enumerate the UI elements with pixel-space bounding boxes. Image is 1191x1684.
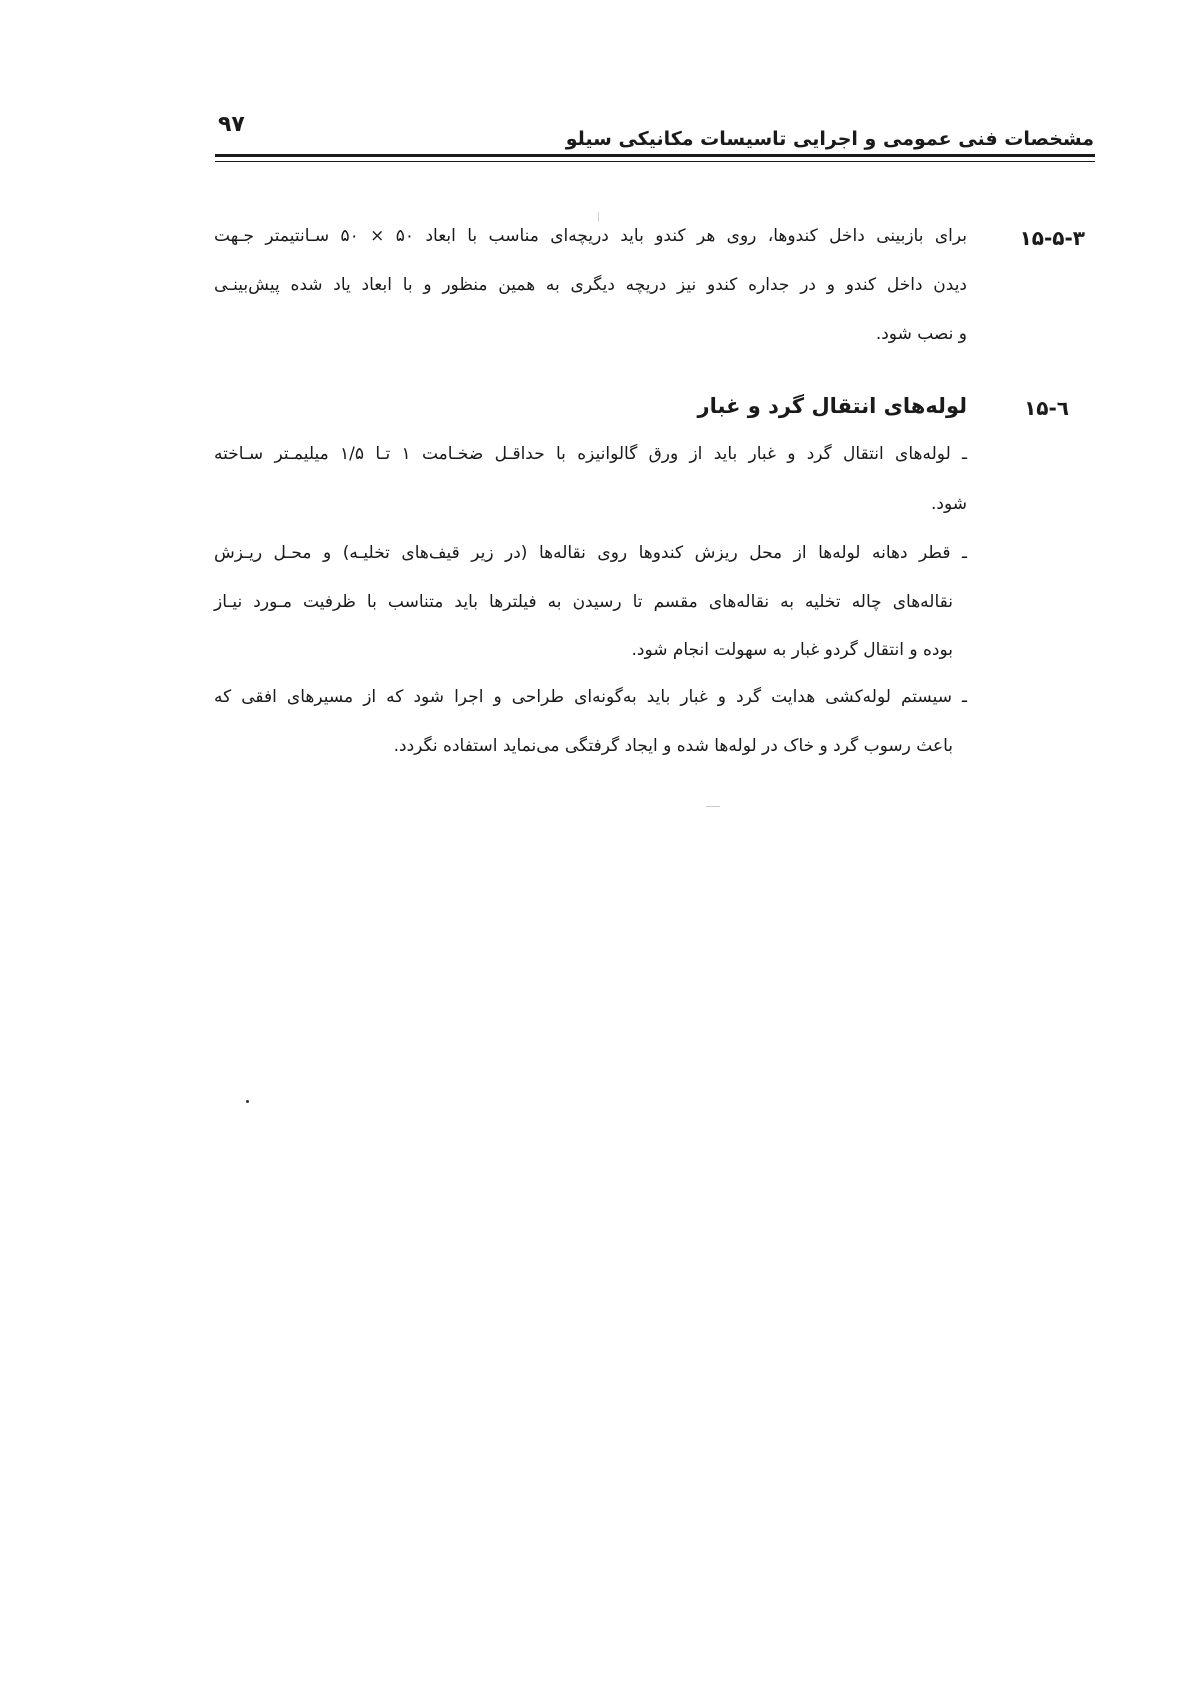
bullet-line: باعث رسوب گرد و خاک در لوله‌ها شده و ایجاد گرفتگی می‌نماید استفاده نگردد. <box>393 736 953 756</box>
paragraph-line: و نصب شود. <box>875 324 967 344</box>
header-rule-thin <box>215 161 1095 162</box>
section-heading: لوله‌های انتقال گرد و غبار <box>697 394 967 418</box>
paragraph-line: برای بازبینی داخل کندوها، روی هر کندو باید دریچه‌ای مناسب با ابعاد ۵۰ × ۵۰ سـانتیمتر جـهت <box>214 226 967 246</box>
header-rule <box>215 154 1095 157</box>
bullet-line: بوده و انتقال گردو غبار به سهولت انجام شود. <box>631 640 953 660</box>
scan-mark <box>706 806 720 807</box>
scan-mark <box>598 212 599 222</box>
bullet-line: ـ سیستم لوله‌کشی هدایت گرد و غبار باید به‌گونه‌ای طراحی و اجرا شود که از مسیرهای افقی که <box>214 687 967 707</box>
bullet-line: ـ لوله‌های انتقال گرد و غبار باید از ورق گالوانیزه با حداقـل ضخـامت ۱ تـا ۱/۵ میلیمـتر سـاخته <box>214 444 968 464</box>
section-number: ۱۵-۵-۳ <box>1019 226 1085 250</box>
bullet-line: شود. <box>930 494 967 514</box>
section-number: ۱۵-٦ <box>1024 396 1069 420</box>
scan-dot <box>246 1100 249 1103</box>
page-number: ۹۷ <box>218 112 245 137</box>
paragraph-line: دیدن داخل کندو و در جداره کندو نیز دریچه دیگری به همین منظور و با ابعاد یاد شده پیش‌بینـی <box>214 275 967 295</box>
bullet-line: نقاله‌های چاله تخلیه به نقاله‌های مقسم تا رسیدن به فیلترها باید متناسب با ظرفیت مـورد نیـاز <box>214 592 953 612</box>
bullet-line: ـ قطر دهانه لوله‌ها از محل ریزش کندوها روی نقاله‌ها (در زیر قیف‌های تخلیـه) و محـل ریـزش <box>214 543 967 563</box>
running-header-title: مشخصات فنی عمومی و اجرایی تاسیسات مکانیکی سیلو <box>565 128 1094 150</box>
